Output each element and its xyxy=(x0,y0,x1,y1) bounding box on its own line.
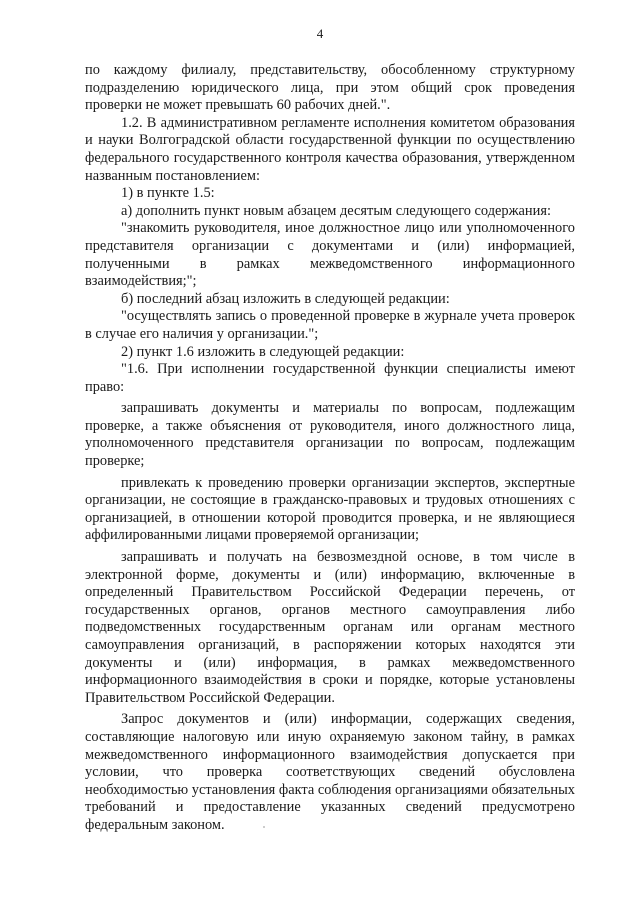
paragraph-item-a: а) дополнить пункт новым абзацем десятым следующего содержания: xyxy=(121,202,551,219)
document-body xyxy=(85,62,575,835)
scan-speck xyxy=(263,826,265,828)
paragraph-request-secret: Запрос документов и (или) информации, содержащих сведения, составляющие налоговую или иную охраняемую законом тайну, в рамках межведомственного информационного взаимодействия допускается при условии, что проверка соответствующих сведений обусловлена необходимостью установления факта соблюдения организациями обязательных требований и предоставление указанных сведений предусмотрено федеральным законом. xyxy=(85,711,575,833)
paragraph-item-2: 2) пункт 1.6 изложить в следующей редакции: xyxy=(121,343,405,360)
paragraph-quote-acquaint: "знакомить руководителя, иное должностное лицо или уполномоченного представителя организации с документами и (или) информацией, полученными в рамках межведомственного информационного взаимодействия;"; xyxy=(85,220,575,290)
paragraph-involve-experts: привлекать к проведению проверки организации экспертов, экспертные организации, не состоящие в гражданско-правовых и трудовых отношениях с организацией, в отношении которой проводится проверка, и не являющиеся аффилированными лицами проверяемой организации; xyxy=(85,474,575,544)
paragraph-1-6: "1.6. При исполнении государственной функции специалисты имеют право: xyxy=(85,361,575,395)
paragraph-continuation: по каждому филиалу, представительству, обособленному структурному подразделению юридического лица, при этом общий срок проведения проверки не может превышать 60 рабочих дней.". xyxy=(85,62,575,114)
paragraph-item-1: 1) в пункте 1.5: xyxy=(121,185,215,202)
page-number: 4 xyxy=(316,26,324,41)
paragraph-request-documents: запрашивать документы и материалы по вопросам, подлежащим проверке, а также объяснения от руководителя, иного должностного лица, уполномоченного представителя организации по вопросам, подлежащим проверке; xyxy=(85,400,575,470)
paragraph-1-2: 1.2. В административном регламенте исполнения комитетом образования и науки Волгоградской области государственной функции по осуществлению федерального государственного контроля качества образования, утвержденном названным постановлением: xyxy=(85,114,575,184)
paragraph-item-b: б) последний абзац изложить в следующей редакции: xyxy=(121,290,450,307)
paragraph-request-free: запрашивать и получать на безвозмездной основе, в том числе в электронной форме, документы и (или) информацию, включенные в определенный Правительством Российской Федерации перечень, от государственных органов, органов местного самоуправления либо подведомственных государственным органам или органам местного самоуправления организаций, в распоряжении которых находятся эти документы и (или) информация, в рамках межведомственного информационного взаимодействия в сроки и порядке, которые установлены Правительством Российской Федерации. xyxy=(85,549,575,706)
paragraph-quote-record: "осуществлять запись о проведенной проверке в журнале учета проверок в случае его наличия у организации."; xyxy=(85,308,575,342)
